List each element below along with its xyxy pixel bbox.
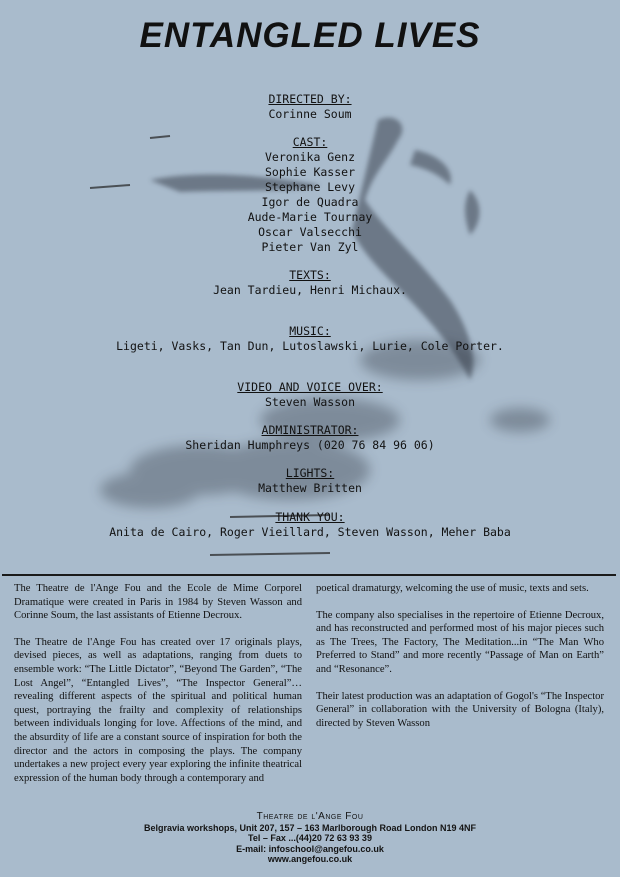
about-paragraph: The company also specialises in the repertoire of Etienne Decroux, and has reconstructed and performed most of his major pieces such as The Trees, The Factory, The Meditation...in “The Man Who Preferred to Stand” and more recently “Passage of Man on Earth” and “Resonance”.: [316, 609, 604, 675]
poster-title: ENTANGLED LIVES: [139, 16, 481, 55]
cast-heading: CAST:: [292, 135, 328, 149]
thank-you-names: Anita de Cairo, Roger Vieillard, Steven Wasson, Meher Baba: [109, 525, 511, 539]
about-column-left: [14, 582, 302, 798]
texts-authors: Jean Tardieu, Henri Michaux.: [213, 283, 407, 297]
about-paragraph: poetical dramaturgy, welcoming the use of music, texts and sets.: [316, 583, 589, 594]
about-paragraph: Their latest production was an adaptation of Gogol's “The Inspector General” in collaboration with the University of Bologna (Italy), directed by Steven Wasson: [316, 690, 604, 729]
directed-by-heading: DIRECTED BY:: [268, 92, 352, 106]
video-heading: VIDEO AND VOICE OVER:: [237, 380, 383, 394]
administrator-credit: Sheridan Humphreys (020 76 84 96 06): [185, 438, 435, 452]
cast-member: Veronika Genz: [264, 150, 355, 164]
about-paragraph: The Theatre de l'Ange Fou and the Ecole de Mime Corporel Dramatique were created in Paris in 1984 by Steven Wasson and Corinne Soum, the last assistants of Etienne Decroux.: [14, 583, 302, 622]
cast-member: Igor de Quadra: [261, 195, 359, 209]
contact-footer: [0, 812, 620, 865]
section-divider: [2, 574, 616, 576]
credits-block: [0, 92, 620, 553]
video-credit: Steven Wasson: [264, 395, 355, 409]
company-phone: Tel – Fax ...(44)20 72 63 93 39: [248, 833, 372, 843]
music-heading: MUSIC:: [289, 324, 331, 338]
lights-credit: Matthew Britten: [258, 481, 362, 495]
lights-heading: LIGHTS:: [285, 466, 335, 480]
cast-member: Stephane Levy: [264, 180, 355, 194]
cast-member: Sophie Kasser: [264, 165, 355, 179]
cast-member: Pieter Van Zyl: [261, 240, 359, 254]
texts-heading: TEXTS:: [289, 268, 331, 282]
thank-you-heading: THANK YOU:: [275, 510, 345, 524]
cast-member: Aude-Marie Tournay: [247, 210, 373, 224]
company-website[interactable]: www.angefou.co.uk: [267, 854, 353, 864]
cast-member: Oscar Valsecchi: [258, 225, 362, 239]
director-name: Corinne Soum: [268, 107, 352, 121]
music-composers: Ligeti, Vasks, Tan Dun, Lutoslawski, Lurie, Cole Porter.: [116, 339, 504, 353]
administrator-heading: ADMINISTRATOR:: [261, 423, 359, 437]
company-name: Theatre de l'Ange Fou: [256, 811, 364, 822]
about-column-right: [316, 582, 604, 743]
about-paragraph: The Theatre de l'Ange Fou has created over 17 originals plays, devised pieces, as well as adaptations, ranging from duets to ensemble work: “The Little Dictator”, “Beyond The Garden”, “The Lost Angel”, “Entangled Lives”, “The Inspector General”… revealing different aspects of the spiritual and political human quest, portraying the frailty and complexity of relationships between individuals longing for love. Affections of the mind, and the absurdity of life are a constant source of inspiration for both the director and the actors in composing the plays. The company undertakes a new project every year exploring the infinite theatrical expression of the human body through a contemporary and: [14, 636, 302, 784]
company-address: Belgravia workshops, Unit 207, 157 – 163 Marlborough Road London N19 4NF: [143, 822, 477, 833]
company-email[interactable]: E-mail: infoschool@angefou.co.uk: [236, 843, 384, 854]
